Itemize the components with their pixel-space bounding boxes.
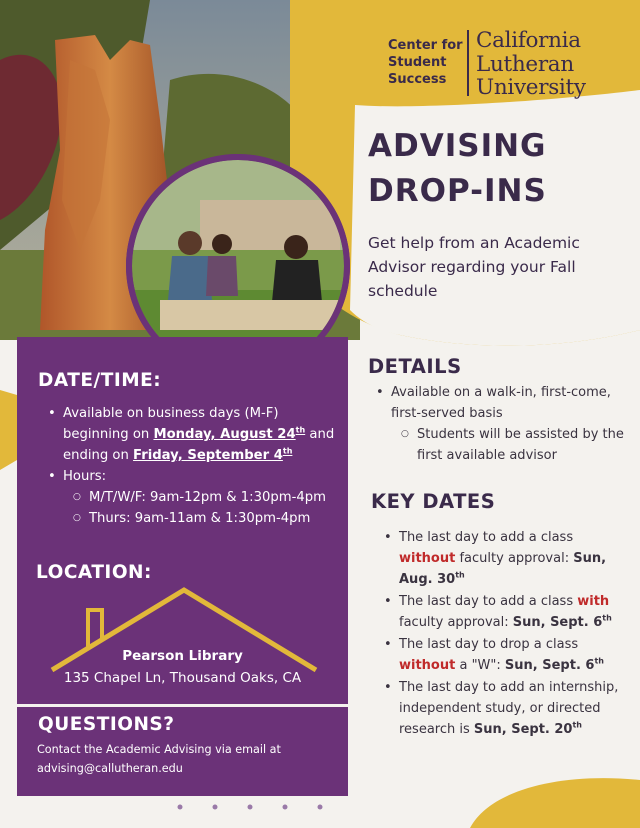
key-date-text: The last day to drop a class bbox=[399, 637, 579, 652]
logo-line: Student bbox=[388, 55, 447, 70]
details-list bbox=[375, 382, 630, 466]
key-date-text: faculty approval: bbox=[455, 551, 574, 566]
details-heading: DETAILS bbox=[368, 355, 462, 378]
date-suffix: th bbox=[602, 613, 612, 623]
date-suffix: th bbox=[282, 446, 293, 456]
page-title bbox=[368, 124, 547, 214]
key-date-text: The last day to add a class bbox=[399, 594, 578, 609]
date-time-list bbox=[47, 403, 347, 529]
details-subitem: ○ Students will be assisted by the first available advisor bbox=[401, 424, 630, 466]
location-heading: LOCATION: bbox=[36, 562, 152, 583]
key-date-item bbox=[383, 677, 623, 740]
key-date-text: a "W": bbox=[455, 658, 505, 673]
list-item bbox=[47, 466, 347, 529]
key-date-emphasis: with bbox=[577, 594, 610, 609]
date-suffix: th bbox=[295, 425, 306, 435]
key-date-item bbox=[383, 527, 623, 590]
logo-line: University bbox=[476, 75, 586, 100]
gold-shape-bottom bbox=[470, 778, 640, 828]
questions-heading: QUESTIONS? bbox=[38, 714, 175, 735]
hours-item: ○ M/T/W/F: 9am-12pm & 1:30pm-4pm bbox=[73, 487, 347, 508]
location-name: Pearson Library bbox=[122, 648, 243, 664]
list-item bbox=[47, 403, 347, 466]
logo-line: California bbox=[476, 28, 581, 53]
date-time-heading: DATE/TIME: bbox=[38, 370, 162, 391]
title-line: ADVISING bbox=[368, 128, 547, 164]
date-suffix: th bbox=[594, 656, 604, 666]
house-roof-outline-icon bbox=[40, 582, 330, 682]
logo-line: Lutheran bbox=[476, 51, 574, 77]
hours-item: ○ Thurs: 9am-11am & 1:30pm-4pm bbox=[73, 508, 347, 529]
key-date-text: faculty approval: bbox=[399, 615, 513, 630]
list-item bbox=[375, 382, 630, 466]
key-dates-heading: KEY DATES bbox=[371, 490, 496, 513]
key-dates-list bbox=[383, 527, 623, 741]
key-date-text: The last day to add an internship, independent study, or directed research is bbox=[399, 680, 619, 737]
key-date-item bbox=[383, 591, 623, 633]
key-date-date: Sun, Aug. 30 bbox=[399, 551, 607, 587]
email-link[interactable]: advising@callutheran.edu bbox=[37, 762, 183, 775]
end-date: Friday, September 4 bbox=[133, 448, 283, 463]
date-suffix: th bbox=[572, 720, 583, 730]
logo-line: Success bbox=[388, 72, 447, 87]
center-for-student-success-logo bbox=[388, 37, 463, 88]
university-logo bbox=[476, 29, 586, 100]
questions-text bbox=[37, 740, 337, 778]
location-address: 135 Chapel Ln, Thousand Oaks, CA bbox=[63, 670, 302, 686]
key-date-date: Sun, Sept. 20 bbox=[473, 722, 573, 737]
date-suffix: th bbox=[455, 570, 465, 580]
start-date: Monday, August 24 bbox=[153, 427, 296, 442]
logo-line: Center for bbox=[388, 38, 463, 53]
key-date-emphasis: without bbox=[399, 658, 456, 673]
questions-line: Contact the Academic Advising via email at bbox=[37, 743, 281, 756]
key-date-emphasis: without bbox=[399, 551, 456, 566]
key-date-item bbox=[383, 634, 623, 676]
date-text: and ending on bbox=[63, 427, 335, 463]
subtitle: Get help from an Academic Advisor regarding your Fall schedule bbox=[368, 234, 580, 300]
key-date-text: The last day to add a class bbox=[399, 530, 574, 545]
key-date-date: Sun, Sept. 6 bbox=[504, 658, 595, 673]
key-date-date: Sun, Sept. 6 bbox=[512, 615, 603, 630]
logo-divider bbox=[467, 30, 469, 96]
title-line: DROP-INS bbox=[368, 173, 547, 209]
hours-label: Hours: bbox=[63, 469, 107, 484]
date-text: Available on business days (M-F) beginning on bbox=[63, 406, 279, 442]
decorative-dots bbox=[170, 801, 330, 813]
details-item: Available on a walk-in, first-come, first-served basis bbox=[391, 385, 611, 421]
